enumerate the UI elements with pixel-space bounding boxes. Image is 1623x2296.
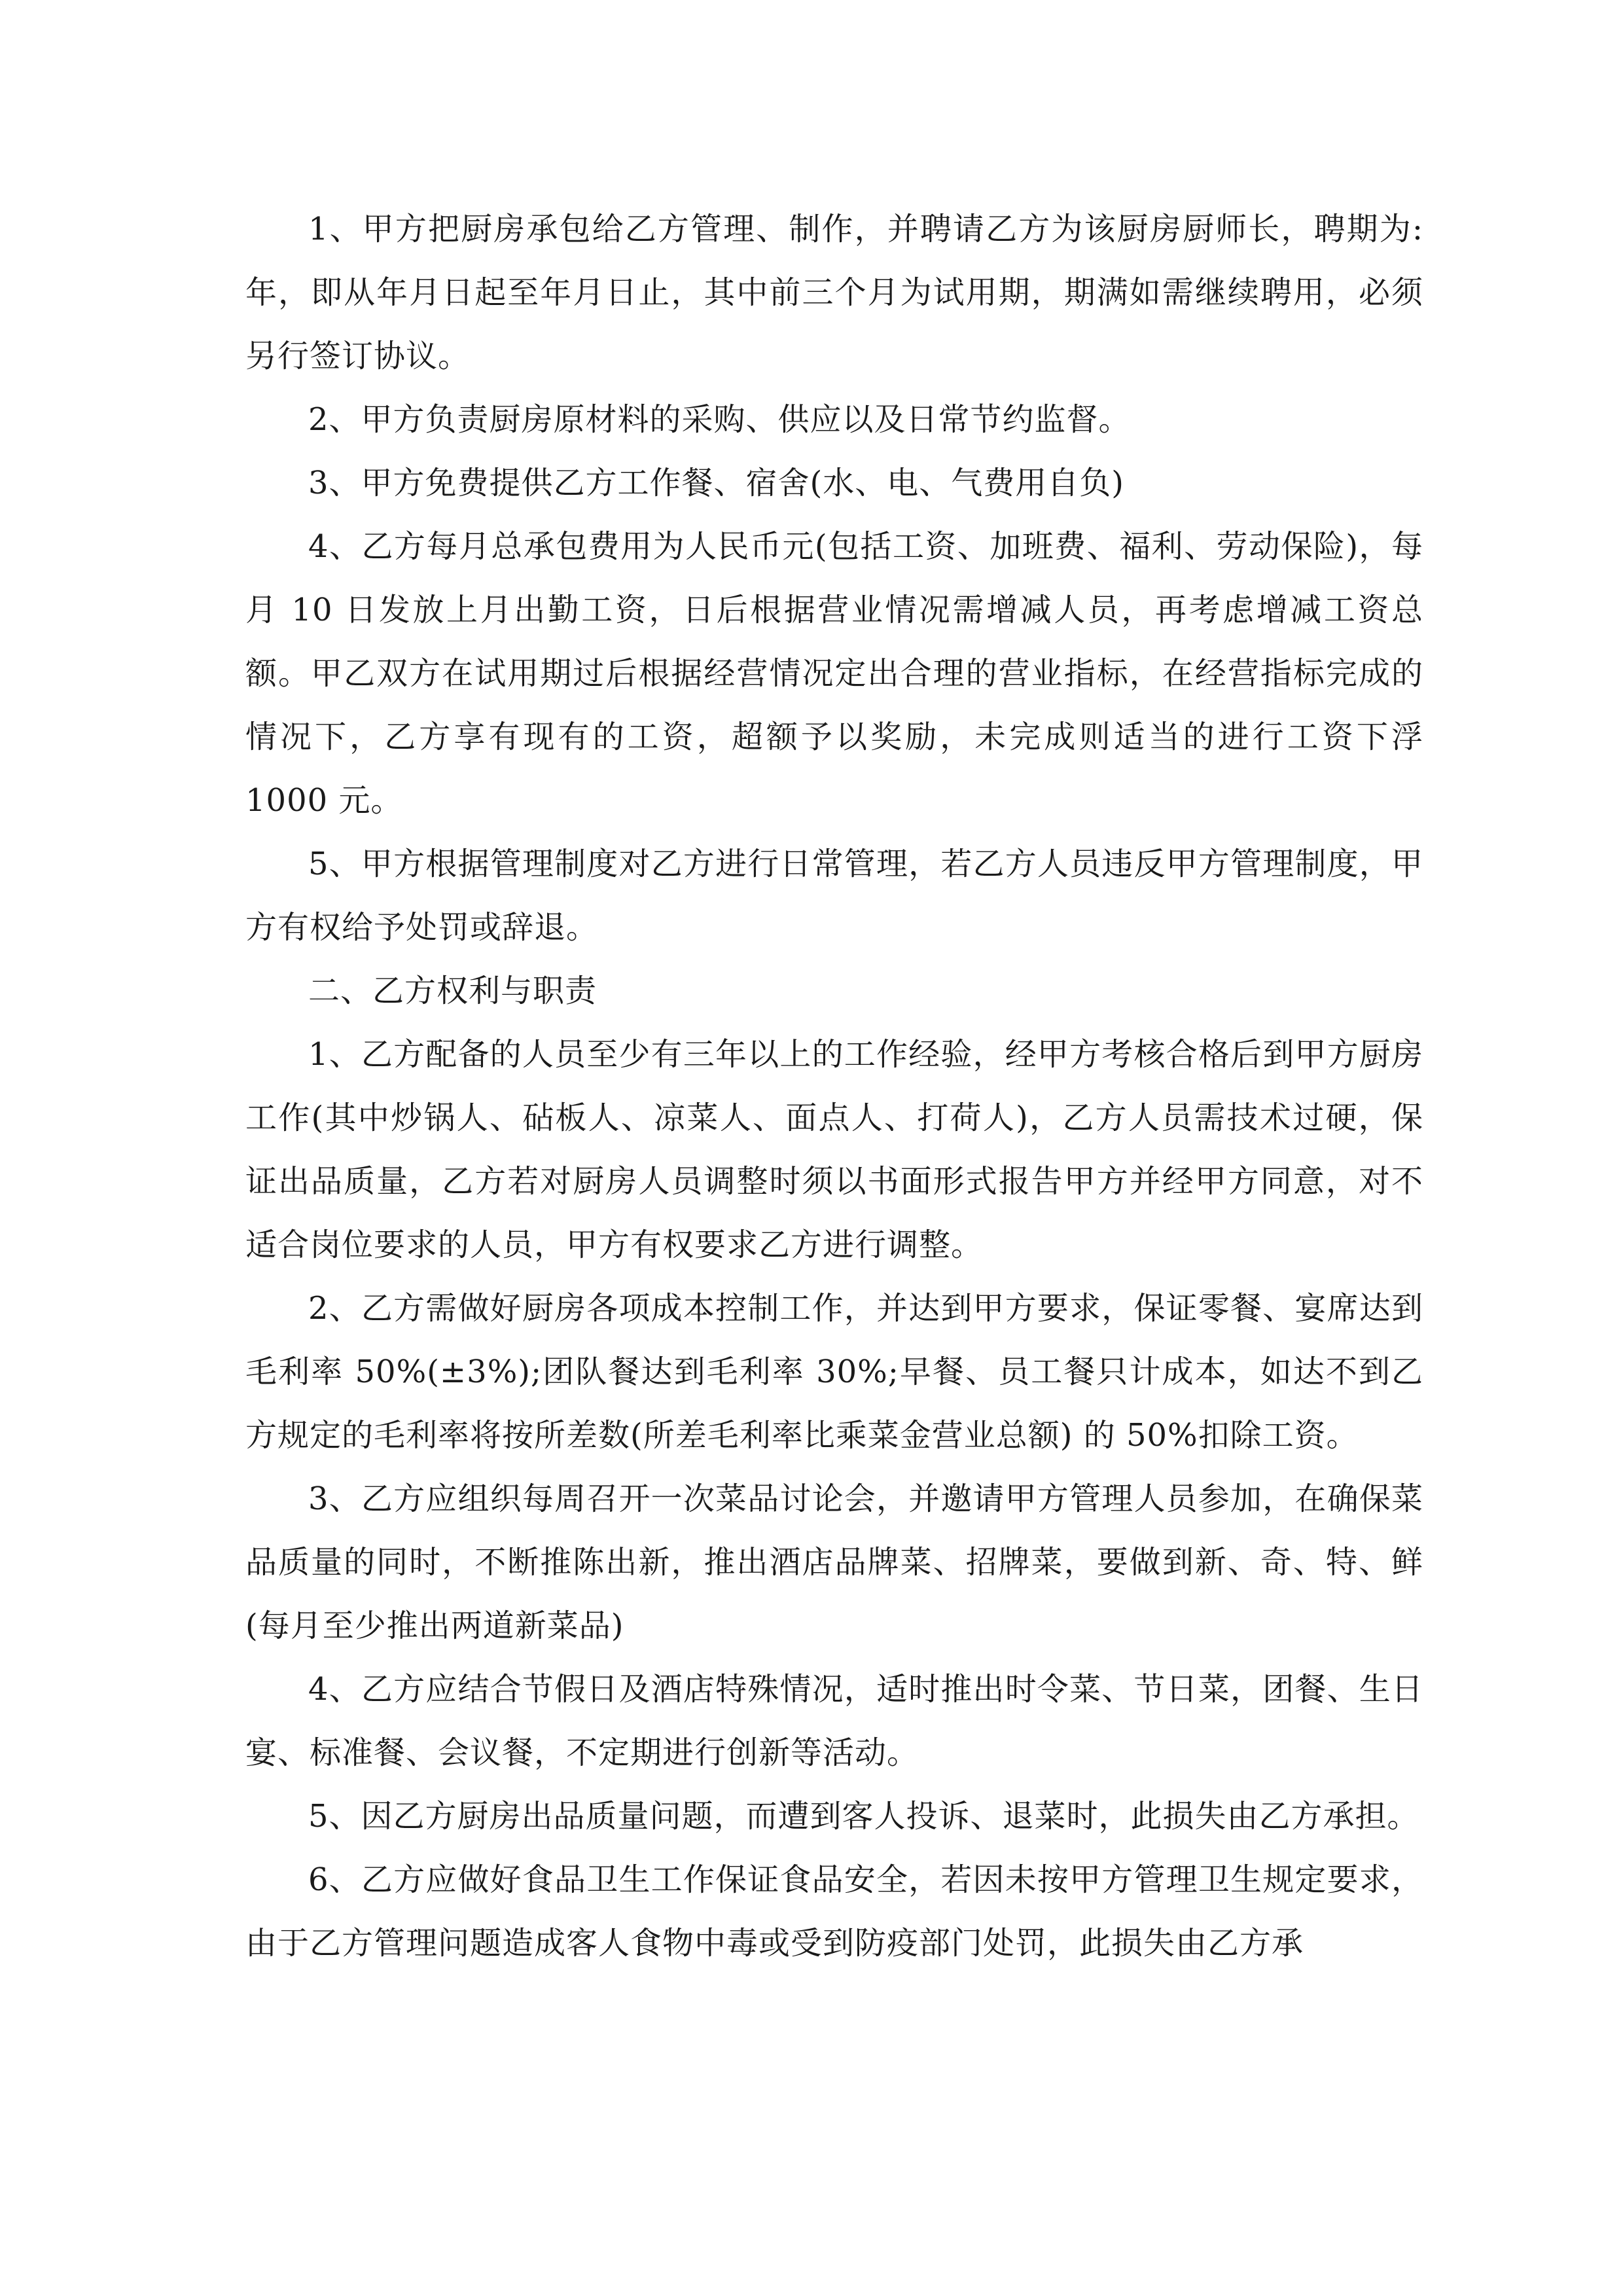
paragraph-6: 1、乙方配备的人员至少有三年以上的工作经验，经甲方考核合格后到甲方厨房工作(其中炒锅人、砧板人、凉菜人、面点人、打荷人)，乙方人员需技术过硬，保证出品质量，乙方若对厨房人员调整时须以书面形式报告甲方并经甲方同意，对不适合岗位要求的人员，甲方有权要求乙方进行调整。 xyxy=(245,1036,1423,1263)
section-heading: 二、乙方权利与职责 xyxy=(308,973,597,1009)
paragraph-7: 2、乙方需做好厨房各项成本控制工作，并达到甲方要求，保证零餐、宴席达到毛利率 50%(±3%);团队餐达到毛利率 30%;早餐、员工餐只计成本，如达不到乙方规定的毛利率将按所差数(所差毛利率比乘菜金营业总额) 的 50%扣除工资。 xyxy=(245,1290,1423,1454)
document-body xyxy=(245,198,1423,1975)
paragraph-9: 4、乙方应结合节假日及酒店特殊情况，适时推出时令菜、节日菜，团餐、生日宴、标准餐、会议餐，不定期进行创新等活动。 xyxy=(245,1671,1423,1771)
paragraph-8: 3、乙方应组织每周召开一次菜品讨论会，并邀请甲方管理人员参加，在确保菜品质量的同时，不断推陈出新，推出酒店品牌菜、招牌菜，要做到新、奇、特、鲜(每月至少推出两道新菜品) xyxy=(245,1480,1423,1644)
paragraph-11: 6、乙方应做好食品卫生工作保证食品安全，若因未按甲方管理卫生规定要求，由于乙方管理问题造成客人食物中毒或受到防疫部门处罚，此损失由乙方承 xyxy=(245,1861,1423,1962)
paragraph-2: 2、甲方负责厨房原材料的采购、供应以及日常节约监督。 xyxy=(308,401,1131,438)
paragraph-3: 3、甲方免费提供乙方工作餐、宿舍(水、电、气费用自负) xyxy=(308,465,1124,501)
paragraph-10: 5、因乙方厨房出品质量问题，而遭到客人投诉、退菜时，此损失由乙方承担。 xyxy=(308,1798,1419,1835)
paragraph-4: 4、乙方每月总承包费用为人民币元(包括工资、加班费、福利、劳动保险)，每月 10 日发放上月出勤工资，日后根据营业情况需增减人员，再考虑增减工资总额。甲乙双方在试用期过后根据经营情况定出合理的营业指标，在经营指标完成的情况下，乙方享有现有的工资，超额予以奖励，未完成则适当的进行工资下浮 1000 元。 xyxy=(245,528,1423,819)
paragraph-5: 5、甲方根据管理制度对乙方进行日常管理，若乙方人员违反甲方管理制度，甲方有权给予处罚或辞退。 xyxy=(245,846,1423,946)
paragraph-1: 1、甲方把厨房承包给乙方管理、制作，并聘请乙方为该厨房厨师长，聘期为: 年，即从年月日起至年月日止，其中前三个月为试用期，期满如需继续聘用，必须另行签订协议。 xyxy=(245,211,1423,374)
